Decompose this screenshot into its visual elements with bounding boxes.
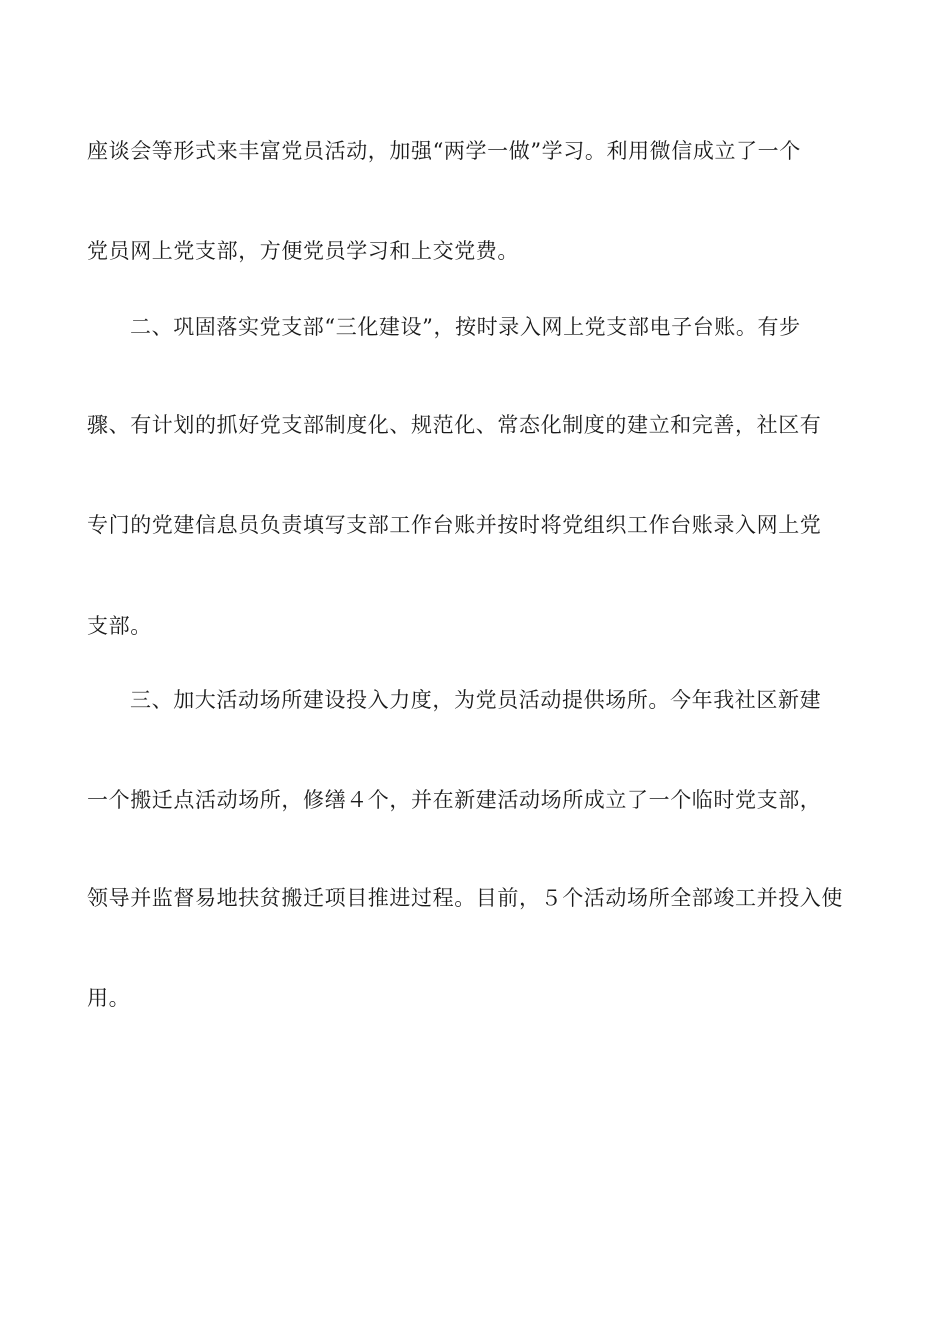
- text-line: 支部。: [87, 614, 152, 638]
- text-line: 用。: [87, 986, 131, 1010]
- text-line: 骤、有计划的抓好党支部制度化、规范化、常态化制度的建立和完善，社区有: [87, 413, 822, 437]
- text-line: 一个搬迁点活动场所，修缮４个，并在新建活动场所成立了一个临时党支部，: [87, 788, 822, 812]
- paragraph-three-first-line: 三、加大活动场所建设投入力度，为党员活动提供场所。今年我社区新建: [130, 688, 822, 712]
- text-line: 专门的党建信息员负责填写支部工作台账并按时将党组织工作台账录入网上党: [87, 513, 822, 537]
- text-line: 座谈会等形式来丰富党员活动，加强“两学一做”学习。利用微信成立了一个: [87, 139, 801, 163]
- text-line: 领导并监督易地扶贫搬迁项目推进过程。目前，５个活动场所全部竣工并投入使: [87, 886, 843, 910]
- paragraph-two-first-line: 二、巩固落实党支部“三化建设”，按时录入网上党支部电子台账。有步: [130, 315, 801, 339]
- text-line: 党员网上党支部，方便党员学习和上交党费。: [87, 239, 519, 263]
